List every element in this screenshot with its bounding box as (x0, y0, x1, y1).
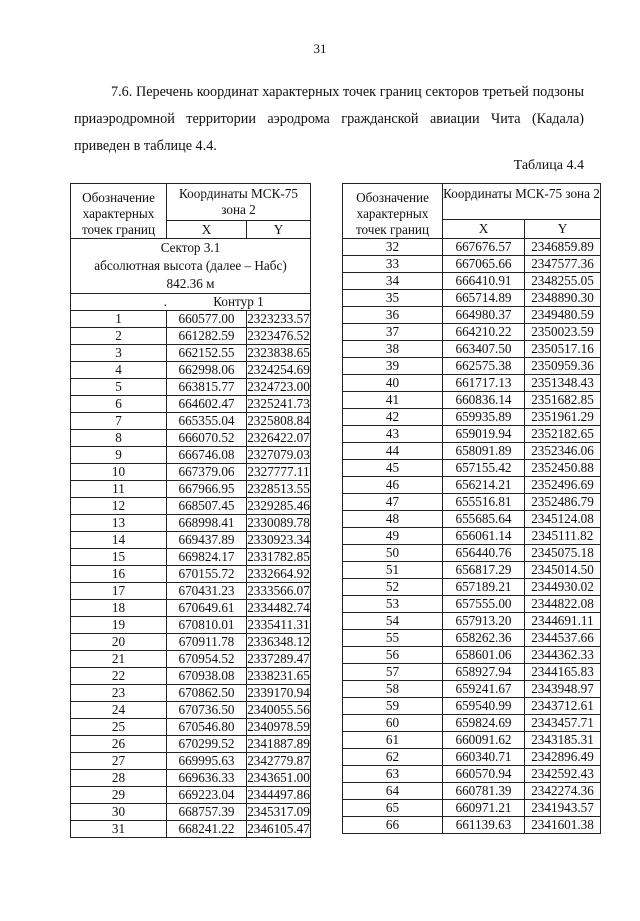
coord-y: 2347577.36 (525, 256, 601, 273)
table-row (71, 651, 311, 668)
table-row (71, 430, 311, 447)
coord-x: 659019.94 (443, 426, 525, 443)
coord-x: 663407.50 (443, 341, 525, 358)
coord-x: 669636.33 (167, 770, 247, 787)
contour-cell (71, 294, 311, 311)
header-y: Y (525, 220, 601, 239)
point-id: 17 (71, 583, 167, 600)
header-row (71, 184, 311, 221)
point-id: 2 (71, 328, 167, 345)
coord-y: 2344537.66 (525, 630, 601, 647)
point-id: 18 (71, 600, 167, 617)
coord-x: 666070.52 (167, 430, 247, 447)
point-id: 66 (343, 817, 443, 834)
coord-x: 656214.21 (443, 477, 525, 494)
table-row (71, 821, 311, 838)
point-id: 1 (71, 311, 167, 328)
point-id: 16 (71, 566, 167, 583)
table-row (71, 753, 311, 770)
coord-x: 662575.38 (443, 358, 525, 375)
coord-x: 658262.36 (443, 630, 525, 647)
point-id: 10 (71, 464, 167, 481)
header-points: Обозначение характерных точек границ (71, 184, 167, 239)
table-row (343, 392, 601, 409)
point-id: 63 (343, 766, 443, 783)
coord-x: 660577.00 (167, 311, 247, 328)
table-row (343, 800, 601, 817)
point-id: 64 (343, 783, 443, 800)
point-id: 9 (71, 447, 167, 464)
table-row (71, 311, 311, 328)
table-row (343, 613, 601, 630)
coord-x: 660091.62 (443, 732, 525, 749)
coord-y: 2332664.92 (247, 566, 310, 581)
coord-y: 2343185.31 (525, 732, 601, 749)
point-id: 45 (343, 460, 443, 477)
coord-x: 668998.41 (167, 515, 247, 532)
coord-y: 2350959.36 (525, 358, 601, 375)
coord-x: 660781.39 (443, 783, 525, 800)
sector-height-label: абсолютная высота (далее – Набс) (94, 258, 287, 273)
coord-x: 666746.08 (167, 447, 247, 464)
table-row (343, 681, 601, 698)
coord-y: 2327079.03 (247, 447, 310, 462)
coord-y: 2346105.47 (247, 821, 310, 836)
coord-y: 2338231.65 (247, 668, 310, 683)
table-row (343, 239, 601, 256)
table-row (71, 396, 311, 413)
point-id: 44 (343, 443, 443, 460)
coord-x: 670911.78 (167, 634, 247, 651)
table-row (343, 511, 601, 528)
coord-y: 2344822.08 (525, 596, 601, 613)
table-row (343, 783, 601, 800)
point-id: 58 (343, 681, 443, 698)
coord-x: 664210.22 (443, 324, 525, 341)
table-row (71, 498, 311, 515)
coord-x: 656440.76 (443, 545, 525, 562)
table-row (343, 562, 601, 579)
coord-x: 668241.22 (167, 821, 247, 838)
coordinates-table-left (70, 183, 311, 838)
coord-y: 2340978.59 (247, 719, 310, 734)
point-id: 15 (71, 549, 167, 566)
point-id: 20 (71, 634, 167, 651)
point-id: 32 (343, 239, 443, 256)
header-coordinates: Координаты МСК-75 зона 2 (167, 184, 311, 221)
contour-label: Контур 1 (213, 294, 264, 309)
table-row (71, 600, 311, 617)
coord-y: 2337289.47 (247, 651, 310, 666)
point-id: 47 (343, 494, 443, 511)
coord-y: 2331782.85 (247, 549, 310, 564)
coord-x: 661282.59 (167, 328, 247, 345)
coord-x: 658927.94 (443, 664, 525, 681)
table-row (343, 290, 601, 307)
page-number: 31 (313, 41, 327, 56)
intro-paragraph: 7.6. Перечень координат характерных точек границ секторов третьей подзоны приаэродромной территории аэродрома гражданской авиации Чита (Кадала) приведен в таблице 4.4. (74, 84, 584, 154)
table-row (71, 481, 311, 498)
table-row (343, 579, 601, 596)
point-id: 25 (71, 719, 167, 736)
coord-x: 655685.64 (443, 511, 525, 528)
coord-y: 2341943.57 (525, 800, 601, 817)
coord-x: 664602.47 (167, 396, 247, 413)
table-row (343, 766, 601, 783)
coord-x: 670155.72 (167, 566, 247, 583)
table-row (343, 477, 601, 494)
point-id: 48 (343, 511, 443, 528)
table-row (71, 328, 311, 345)
table-row (343, 596, 601, 613)
table-row (343, 256, 601, 273)
coord-x: 657155.42 (443, 460, 525, 477)
coord-y: 2344165.83 (525, 664, 601, 681)
table-row (71, 685, 311, 702)
coord-y: 2344930.02 (525, 579, 601, 596)
table-row (343, 307, 601, 324)
table-row (71, 634, 311, 651)
table-row (343, 409, 601, 426)
coord-x: 667676.57 (443, 239, 525, 256)
point-id: 55 (343, 630, 443, 647)
point-id: 26 (71, 736, 167, 753)
point-id: 49 (343, 528, 443, 545)
coord-y: 2343712.61 (525, 698, 601, 715)
point-id: 21 (71, 651, 167, 668)
table-row (343, 698, 601, 715)
coord-y: 2344362.33 (525, 647, 601, 664)
coord-y: 2349480.59 (525, 307, 601, 324)
coord-y: 2342779.87 (247, 753, 310, 768)
coord-y: 2345075.18 (525, 545, 601, 562)
point-id: 38 (343, 341, 443, 358)
point-id: 3 (71, 345, 167, 362)
coord-y: 2344691.11 (525, 613, 601, 630)
coord-x: 661717.13 (443, 375, 525, 392)
coord-y: 2323233.57 (247, 311, 310, 326)
header-coordinates: Координаты МСК-75 зона 2 (443, 184, 601, 220)
coord-x: 659540.99 (443, 698, 525, 715)
coord-y: 2345014.50 (525, 562, 601, 579)
coord-y: 2342274.36 (525, 783, 601, 800)
point-id: 23 (71, 685, 167, 702)
coord-y: 2342896.49 (525, 749, 601, 766)
coord-y: 2351682.85 (525, 392, 601, 409)
point-id: 54 (343, 613, 443, 630)
point-id: 30 (71, 804, 167, 821)
point-id: 5 (71, 379, 167, 396)
table-row (343, 375, 601, 392)
table-caption: Таблица 4.4 (513, 158, 584, 173)
coord-x: 655516.81 (443, 494, 525, 511)
table-row (71, 532, 311, 549)
table-row (71, 668, 311, 685)
coord-x: 669437.89 (167, 532, 247, 549)
point-id: 65 (343, 800, 443, 817)
coord-y: 2335411.31 (247, 617, 310, 632)
coord-y: 2343948.97 (525, 681, 601, 698)
coord-y: 2350517.16 (525, 341, 601, 358)
coord-y: 2351961.29 (525, 409, 601, 426)
coord-x: 670546.80 (167, 719, 247, 736)
point-id: 43 (343, 426, 443, 443)
table-row (343, 273, 601, 290)
coord-y: 2352450.88 (525, 460, 601, 477)
table-row (343, 647, 601, 664)
coord-y: 2329285.46 (247, 498, 310, 513)
header-points: Обозначение характерных точек границ (343, 184, 443, 239)
coord-y: 2340055.56 (247, 702, 310, 717)
table-row (343, 749, 601, 766)
coord-x: 665355.04 (167, 413, 247, 430)
point-id: 42 (343, 409, 443, 426)
table-row (71, 617, 311, 634)
table-row (71, 583, 311, 600)
coord-y: 2325241.73 (247, 396, 310, 411)
coord-x: 663815.77 (167, 379, 247, 396)
coord-y: 2344497.86 (247, 787, 310, 802)
coord-x: 666410.91 (443, 273, 525, 290)
point-id: 4 (71, 362, 167, 379)
coord-y: 2334482.74 (247, 600, 310, 615)
table-row (71, 464, 311, 481)
coordinates-table-right (342, 183, 601, 834)
coord-x: 657189.21 (443, 579, 525, 596)
coord-y: 2348890.30 (525, 290, 601, 307)
table-row (71, 770, 311, 787)
table-row (343, 358, 601, 375)
header-x: X (167, 221, 247, 239)
coord-x: 664980.37 (443, 307, 525, 324)
coord-y: 2346859.89 (525, 239, 601, 256)
coord-y: 2325808.84 (247, 413, 310, 428)
point-id: 12 (71, 498, 167, 515)
table-row (343, 545, 601, 562)
coord-x: 667966.95 (167, 481, 247, 498)
point-id: 29 (71, 787, 167, 804)
coord-x: 656817.29 (443, 562, 525, 579)
point-id: 37 (343, 324, 443, 341)
coord-y: 2343457.71 (525, 715, 601, 732)
point-id: 11 (71, 481, 167, 498)
sector-cell (71, 239, 311, 294)
coord-y: 2330089.78 (247, 515, 310, 530)
coord-x: 658091.89 (443, 443, 525, 460)
coord-y: 2324723.00 (247, 379, 310, 394)
coord-x: 660570.94 (443, 766, 525, 783)
point-id: 35 (343, 290, 443, 307)
coord-x: 661139.63 (443, 817, 525, 834)
coord-x: 667065.66 (443, 256, 525, 273)
coord-y: 2326422.07 (247, 430, 310, 445)
point-id: 46 (343, 477, 443, 494)
coord-y: 2352182.65 (525, 426, 601, 443)
coord-y: 2339170.94 (247, 685, 310, 700)
coord-x: 658601.06 (443, 647, 525, 664)
table-row (71, 566, 311, 583)
contour-marker: . (163, 294, 167, 309)
point-id: 36 (343, 307, 443, 324)
header-row (343, 184, 601, 220)
point-id: 50 (343, 545, 443, 562)
coord-y: 2342592.43 (525, 766, 601, 783)
point-id: 62 (343, 749, 443, 766)
sector-row (71, 239, 311, 294)
header-x: X (443, 220, 525, 239)
coord-x: 669223.04 (167, 787, 247, 804)
coord-x: 669995.63 (167, 753, 247, 770)
point-id: 8 (71, 430, 167, 447)
coord-y: 2352346.06 (525, 443, 601, 460)
table-row (71, 702, 311, 719)
table-row (343, 460, 601, 477)
point-id: 59 (343, 698, 443, 715)
point-id: 60 (343, 715, 443, 732)
coord-x: 659935.89 (443, 409, 525, 426)
point-id: 52 (343, 579, 443, 596)
table-row (71, 549, 311, 566)
contour-row (71, 294, 311, 311)
header-y: Y (247, 221, 311, 239)
point-id: 13 (71, 515, 167, 532)
coord-x: 668757.39 (167, 804, 247, 821)
table-row (71, 804, 311, 821)
table-row (343, 494, 601, 511)
table-row (343, 715, 601, 732)
coord-x: 670649.61 (167, 600, 247, 617)
point-id: 61 (343, 732, 443, 749)
table-row (343, 443, 601, 460)
point-id: 34 (343, 273, 443, 290)
table-row (343, 324, 601, 341)
point-id: 40 (343, 375, 443, 392)
coord-x: 670938.08 (167, 668, 247, 685)
coord-x: 670736.50 (167, 702, 247, 719)
coord-x: 665714.89 (443, 290, 525, 307)
coord-x: 662998.06 (167, 362, 247, 379)
coord-y: 2351348.43 (525, 375, 601, 392)
table-row (71, 362, 311, 379)
point-id: 24 (71, 702, 167, 719)
coord-y: 2348255.05 (525, 273, 601, 290)
table-row (71, 515, 311, 532)
point-id: 51 (343, 562, 443, 579)
point-id: 7 (71, 413, 167, 430)
point-id: 27 (71, 753, 167, 770)
coord-x: 668507.45 (167, 498, 247, 515)
point-id: 39 (343, 358, 443, 375)
coord-y: 2345124.08 (525, 511, 601, 528)
sector-height-value: 842.36 м (166, 276, 215, 291)
coord-x: 660340.71 (443, 749, 525, 766)
table-row (71, 413, 311, 430)
coord-x: 659241.67 (443, 681, 525, 698)
coord-x: 670810.01 (167, 617, 247, 634)
coord-y: 2324254.69 (247, 362, 310, 377)
table-row (343, 664, 601, 681)
table-row (71, 719, 311, 736)
table-row (343, 630, 601, 647)
coord-y: 2333566.07 (247, 583, 310, 598)
point-id: 19 (71, 617, 167, 634)
sector-title: Сектор 3.1 (160, 240, 221, 255)
table-row (343, 528, 601, 545)
table-row (71, 447, 311, 464)
point-id: 41 (343, 392, 443, 409)
table-row (343, 426, 601, 443)
point-id: 28 (71, 770, 167, 787)
point-id: 53 (343, 596, 443, 613)
point-id: 31 (71, 821, 167, 838)
coord-x: 660971.21 (443, 800, 525, 817)
coord-y: 2323838.65 (247, 345, 310, 360)
point-id: 56 (343, 647, 443, 664)
coord-y: 2350023.59 (525, 324, 601, 341)
coord-y: 2336348.12 (247, 634, 310, 649)
coord-x: 662152.55 (167, 345, 247, 362)
coord-y: 2341887.89 (247, 736, 310, 751)
coord-x: 660836.14 (443, 392, 525, 409)
table-row (71, 736, 311, 753)
table-row (71, 787, 311, 804)
coord-x: 670299.52 (167, 736, 247, 753)
table-row (343, 732, 601, 749)
coord-x: 670431.23 (167, 583, 247, 600)
coord-x: 670862.50 (167, 685, 247, 702)
coord-y: 2330923.34 (247, 532, 310, 547)
point-id: 22 (71, 668, 167, 685)
coord-y: 2327777.11 (247, 464, 310, 479)
coord-y: 2323476.52 (247, 328, 310, 343)
coord-y: 2328513.55 (247, 481, 310, 496)
coord-y: 2341601.38 (525, 817, 601, 834)
point-id: 6 (71, 396, 167, 413)
point-id: 33 (343, 256, 443, 273)
coord-y: 2352486.79 (525, 494, 601, 511)
coord-x: 657913.20 (443, 613, 525, 630)
coord-x: 659824.69 (443, 715, 525, 732)
point-id: 57 (343, 664, 443, 681)
coord-y: 2345111.82 (525, 528, 601, 545)
coord-y: 2345317.09 (247, 804, 310, 819)
coord-y: 2352496.69 (525, 477, 601, 494)
point-id: 14 (71, 532, 167, 549)
coord-x: 670954.52 (167, 651, 247, 668)
table-row (71, 379, 311, 396)
coord-x: 667379.06 (167, 464, 247, 481)
table-row (71, 345, 311, 362)
table-row (343, 341, 601, 358)
coord-x: 669824.17 (167, 549, 247, 566)
coord-x: 657555.00 (443, 596, 525, 613)
table-row (343, 817, 601, 834)
coord-x: 656061.14 (443, 528, 525, 545)
coord-y: 2343651.00 (247, 770, 310, 785)
